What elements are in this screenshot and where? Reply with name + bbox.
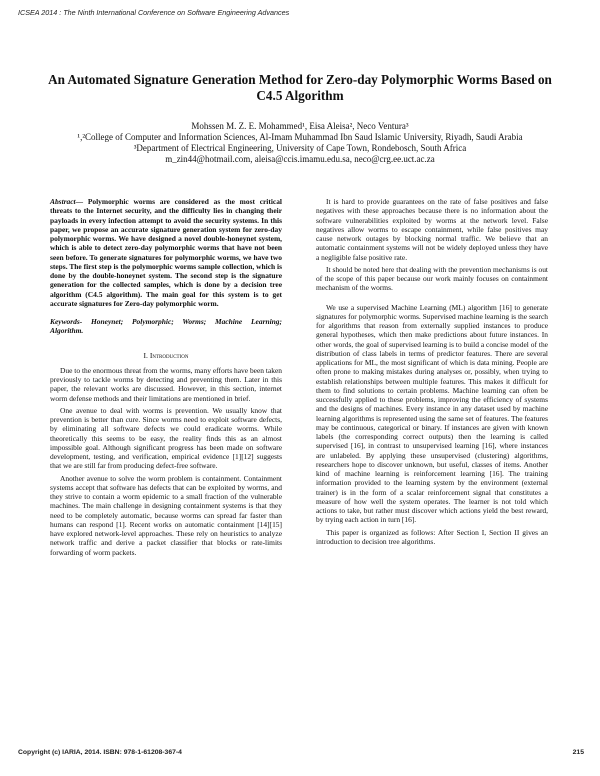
- paragraph: Due to the enormous threat from the worms, many efforts have been taken previously to tackle worms by detecting and preventing them. Later in this paper, the relevant works are discussed. However, in this section, internet worm defense methods and their limitations are mentioned in brief.: [50, 365, 282, 403]
- author-names: Mohssen M. Z. E. Mohammed¹, Eisa Aleisa², Neco Ventura³: [191, 121, 409, 131]
- keywords: Keywords- Honeynet; Polymorphic; Worms; Machine Learning; Algorithm.: [50, 317, 282, 336]
- author-emails: m_zin44@hotmail.com, aleisa@ccis.imamu.edu.sa, neco@crg.ee.uct.ac.za: [165, 154, 435, 164]
- abstract-text: Polymorphic worms are considered as the most critical threats to the Internet security, and the difficulty lies in changing their payloads in every infection attempt to avoid the security systems. In this paper, we propose an accurate signature generation system for zero-day polymorphic worms. We have designed a novel double-honeynet system, which is able to detect zero-day polymorphic worms that have not been seen before. To generate signatures for polymorphic worms, we have two steps. The first step is the polymorphic worms sample collection, which is done by the double-honeynet system. The second step is the signature generation for the collected samples, which is done by a decision tree algorithm (C4.5 algorithm). The main goal for this system is to get accurate signatures for Zero-day polymorphic worm.: [50, 197, 282, 308]
- page-number: 215: [572, 749, 584, 756]
- author-block: [40, 121, 560, 165]
- abstract-label: Abstract—: [50, 197, 84, 206]
- paragraph: It is hard to provide guarantees on the rate of false positives and false negatives with these approaches because there is no information about the software vulnerabilities exploited by worms at the network level. False negatives allow worms to escape containment, while false positives may cause network outages by blocking normal traffic. We believe that an automatic containment systems will not be widely deployed unless they have a negligible false positive rate.: [316, 197, 548, 262]
- paragraph: It should be noted here that dealing with the prevention mechanisms is out of the scope of this paper because our work mainly focuses on containment mechanism of the worms.: [316, 264, 548, 293]
- paragraph: Another avenue to solve the worm problem is containment. Containment systems accept that software has defects that can be exploited by worms, and they strive to contain a worm epidemic to a small fraction of the vulnerable machines. The main challenge in designing containment systems is that they need to be completely automatic, because worms can spread far faster than humans can respond [1]. Recent works on automatic containment [14][15] have explored network-level approaches. These rely on heuristics to analyze network traffic and derive a packet classifier that blocks or rate-limits forwarding of worm packets.: [50, 473, 282, 557]
- paragraph: One avenue to deal with worms is prevention. We usually know that prevention is better than cure. Since worms need to exploit software defects, by eliminating all software defects we could eradicate worms. While theoretically this seems to be easy, the reality finds this as an almost impossible goal. Although significant progress has been made on software development, testing, and verification, empirical evidence [1][12] suggests that we are still far from producing defect-free software.: [50, 405, 282, 471]
- right-column: [316, 197, 548, 546]
- conference-header: ICSEA 2014 : The Ninth International Conference on Software Engineering Advances: [18, 8, 290, 17]
- paragraph: We use a supervised Machine Learning (ML) algorithm [16] to generate signatures for polymorphic worms. Supervised machine learning is the search for algorithms that reason from externally supplied instances to produce general hypotheses, which then make predictions about future instances. In other words, the goal of supervised learning is to build a concise model of the distribution of class labels in terms of predictor features. There are several applications for ML, the most significant of which is data mining. People are often prone to making mistakes during analyses or, possibly, when trying to establish relationships between multiple features. This makes it difficult for them to find solutions to certain problems. Machine learning can often be successfully applied to these problems, improving the efficiency of systems and the designs of machines. Every instance in any dataset used by machine learning algorithms is represented using the same set of features. The features may be continuous, categorical or binary. If instances are given with known labels (the corresponding correct outputs) then the learning is called supervised [16], in contrast to unsupervised learning [16], where instances are unlabeled. By applying these unsupervised (clustering) algorithms, researchers hope to discover unknown, but useful, classes of items. Another kind of machine learning is reinforcement learning [16]. The training information provided to the learning system by the environment (external trainer) is in the form of a scalar reinforcement signal that constitutes a measure of how well the system operates. The learner is not told which actions to take, but rather must discover which actions yield the best reward, by trying each action in turn [16].: [316, 302, 548, 525]
- affiliation-1: ¹,²College of Computer and Information Sciences, Al-Imam Muhammad Ibn Saud Islamic University, Riyadh, Saudi Arabia: [77, 132, 523, 142]
- abstract: [50, 197, 282, 308]
- footer-copyright: Copyright (c) IARIA, 2014. ISBN: 978-1-61208-367-4: [18, 749, 182, 756]
- affiliation-2: ³Department of Electrical Engineering, University of Cape Town, Rondebosch, South Africa: [133, 143, 467, 153]
- paragraph: This paper is organized as follows: After Section I, Section II gives an introduction to decision tree algorithms.: [316, 527, 548, 546]
- paper-title: An Automated Signature Generation Method for Zero-day Polymorphic Worms Based on C4.5 Algorithm: [48, 72, 552, 103]
- left-column: [50, 197, 282, 557]
- section-heading-introduction: I. Introduction: [143, 350, 189, 360]
